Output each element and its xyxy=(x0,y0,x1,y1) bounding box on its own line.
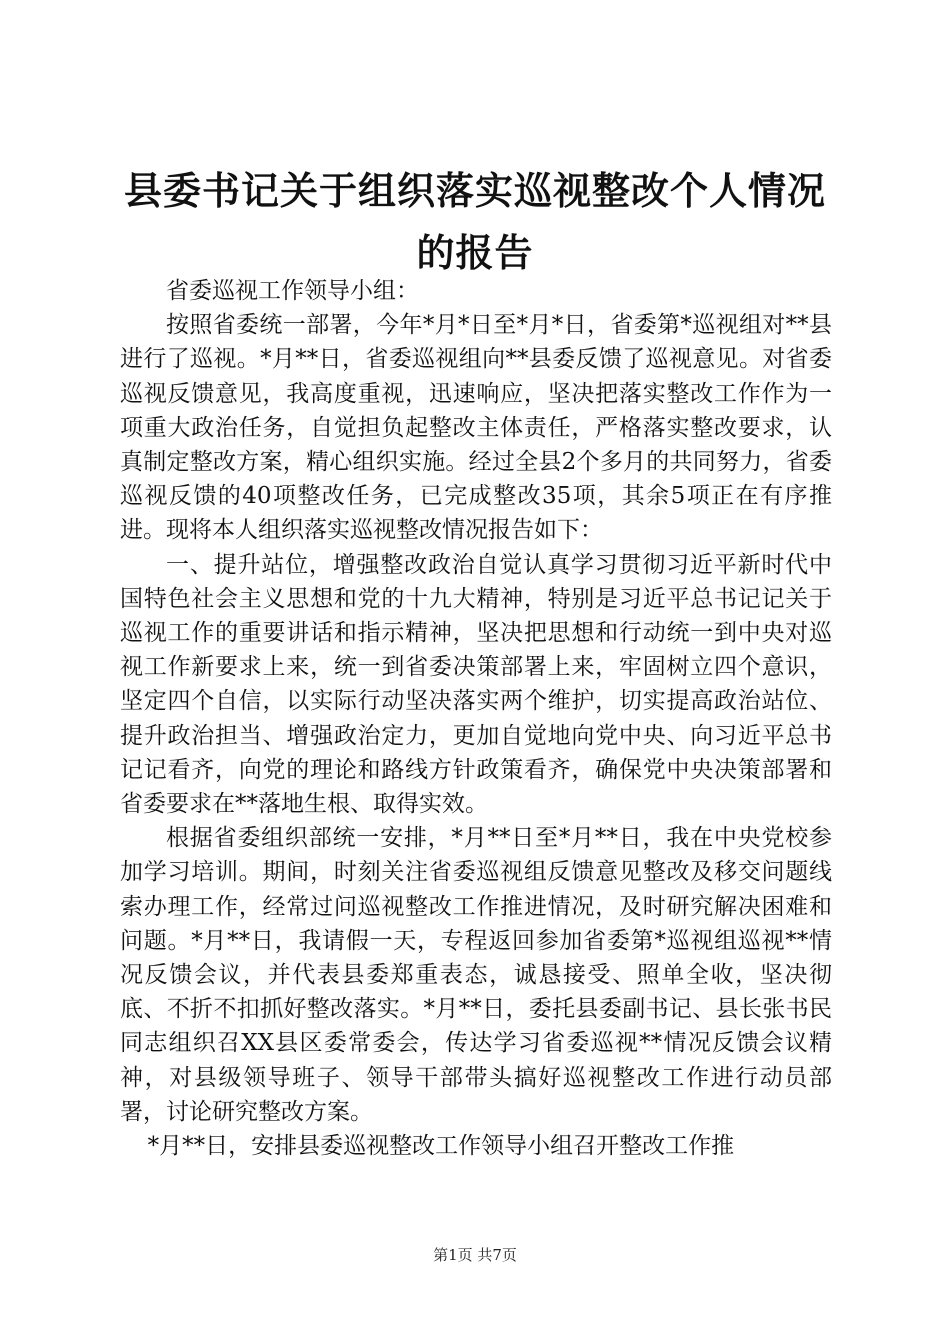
section-one-paragraph: 一、提升站位，增强整改政治自觉认真学习贯彻习近平新时代中国特色社会主义思想和党的十九大精神，特别是习近平总书记记关于巡视工作的重要讲话和指示精神，坚决把思想和行动统一到中央对巡视工作新要求上来，统一到省委决策部署上来，牢固树立四个意识，坚定四个自信，以实际行动坚决落实两个维护，切实提高政治站位、提升政治担当、增强政治定力，更加自觉地向党中央、向习近平总书记记看齐，向党的理论和路线方针政策看齐，确保党中央决策部署和省委要求在**落地生根、取得实效。 xyxy=(120,551,832,818)
salutation-paragraph: 省委巡视工作领导小组： xyxy=(166,278,419,304)
page-number-footer: 第1页 共7页 xyxy=(433,1246,517,1264)
continuation-paragraph: *月**日，安排县委巡视整改工作领导小组召开整改工作推 xyxy=(147,1133,735,1160)
training-paragraph: 根据省委组织部统一安排，*月**日至*月**日，我在中央党校参加学习培训。期间，时刻关注省委巡视组反馈意见整改及移交问题线索办理工作，经常过问巡视整改工作推进情况，及时研究解决困难和问题。*月**日，我请假一天，专程返回参加省委第*巡视组巡视**情况反馈会议，并代表县委郑重表态，诚恳接受、照单全收，坚决彻底、不折不扣抓好整改落实。*月**日，委托县委副书记、县长张书民同志组织召XX县区委常委会，传达学习省委巡视**情况反馈会议精神，对县级领导班子、领导干部带头搞好巡视整改工作进行动员部署，讨论研究整改方案。 xyxy=(120,825,832,1125)
document-body xyxy=(120,274,832,1163)
intro-paragraph: 按照省委统一部署，今年*月*日至*月*日，省委第*巡视组对**县进行了巡视。*月**日，省委巡视组向**县委反馈了巡视意见。对省委巡视反馈意见，我高度重视，迅速响应，坚决把落实整改工作作为一项重大政治任务，自觉担负起整改主体责任，严格落实整改要求，认真制定整改方案，精心组织实施。经过全县2个多月的共同努力，省委巡视反馈的40项整改任务，已完成整改35项，其余5项正在有序推进。现将本人组织落实巡视整改情况报告如下： xyxy=(120,312,832,544)
document-title: 县委书记关于组织落实巡视整改个人情况的报告 xyxy=(123,168,826,275)
